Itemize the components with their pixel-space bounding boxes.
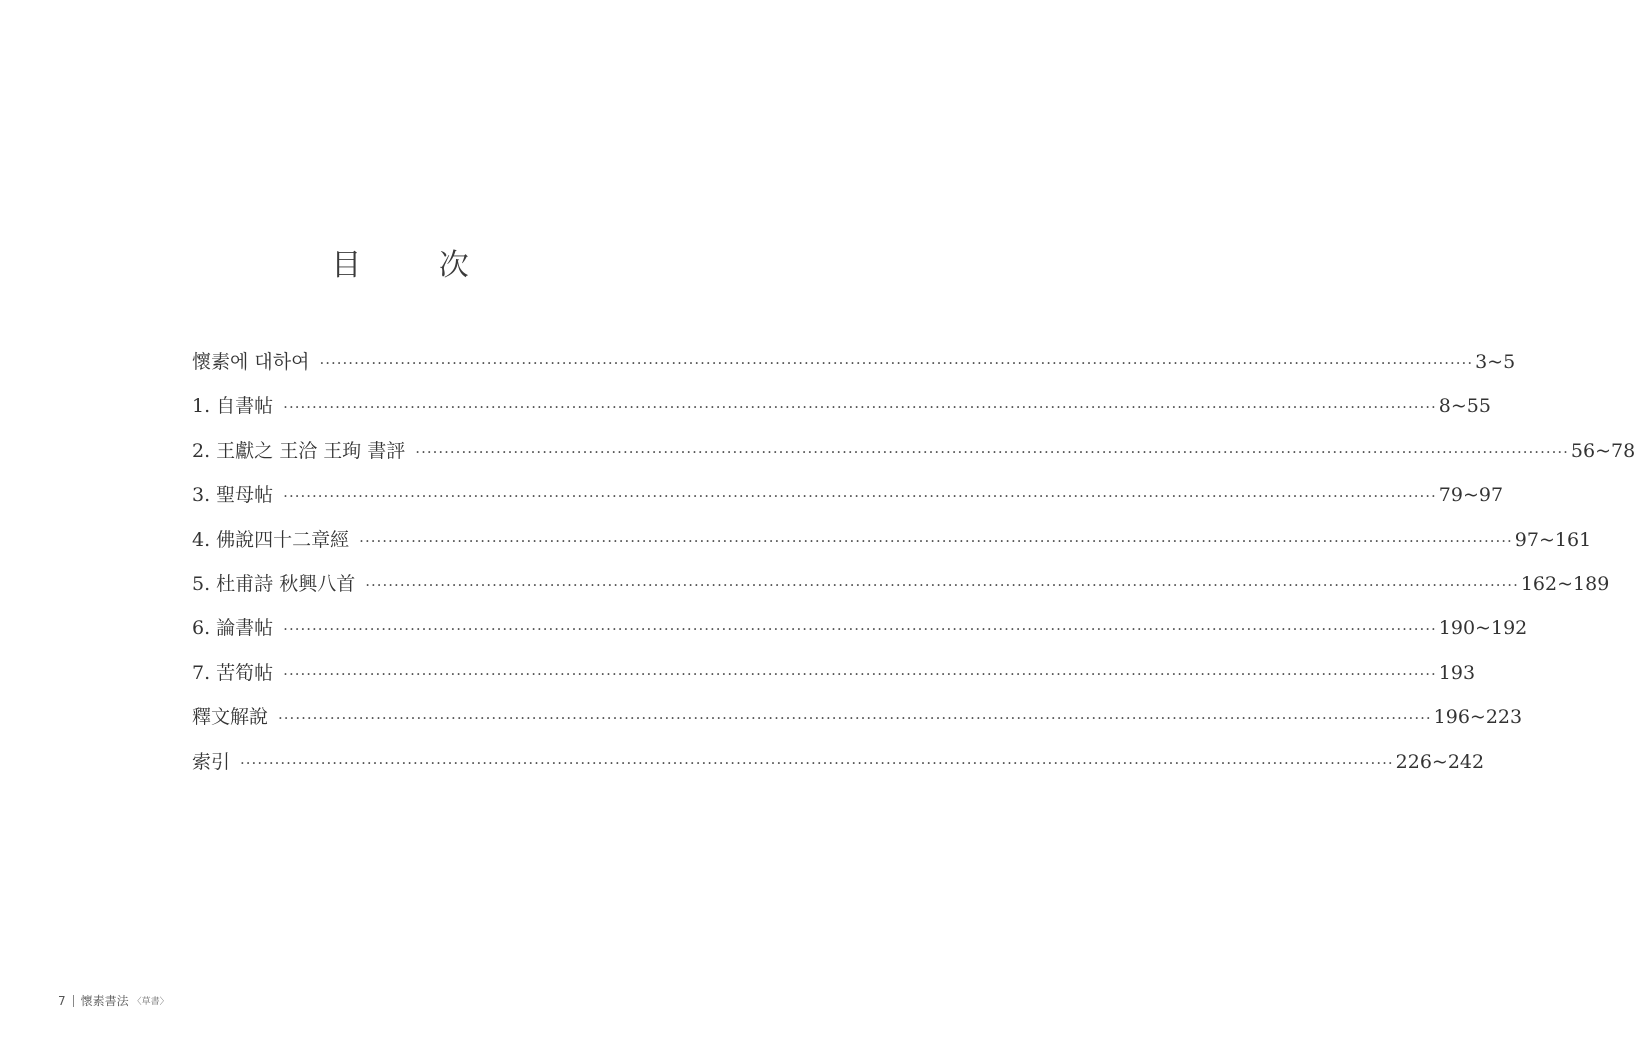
toc-entry-label: 7. 苦筍帖 — [192, 661, 274, 684]
toc-entry-label: 6. 論書帖 — [192, 617, 274, 640]
toc-entry — [192, 562, 1610, 606]
toc-dot-leader: ········································································································································································································ — [365, 575, 1519, 594]
toc-entry — [192, 473, 1504, 517]
toc-entry-pages: 162~189 — [1520, 572, 1610, 595]
toc-entry — [192, 695, 1523, 739]
toc-dot-leader: ········································································································································································································ — [283, 487, 1437, 506]
page-footer — [58, 992, 169, 1009]
toc-entry-label: 4. 佛說四十二章經 — [192, 528, 350, 551]
toc-dot-leader: ········································································································································································································ — [415, 442, 1569, 461]
toc-entry — [192, 518, 1592, 562]
toc-dot-leader: ········································································································································································································ — [240, 753, 1394, 772]
toc-entry-label: 5. 杜甫詩 秋興八首 — [192, 572, 356, 595]
toc-entry — [192, 429, 1635, 473]
book-title: 懷素書法 — [80, 994, 129, 1008]
toc-entry-pages: 56~78 — [1570, 439, 1635, 462]
toc-entry-label: 索引 — [192, 750, 231, 773]
toc-entry — [192, 384, 1491, 428]
toc-dot-leader: ········································································································································································································ — [278, 709, 1432, 728]
toc-dot-leader: ········································································································································································································ — [283, 664, 1437, 683]
toc-entry-label: 1. 自書帖 — [192, 395, 274, 418]
toc-entry-pages: 226~242 — [1395, 750, 1485, 773]
page-number: 7 — [58, 993, 66, 1008]
toc-dot-leader: ········································································································································································································ — [319, 354, 1474, 372]
toc-dot-leader: ········································································································································································································ — [283, 620, 1437, 639]
toc-entry — [192, 651, 1476, 695]
book-subtitle: 〈草書〉 — [132, 997, 169, 1007]
toc-entry-pages: 196~223 — [1433, 706, 1523, 729]
toc-entry-pages: 79~97 — [1438, 484, 1504, 507]
toc-dot-leader: ········································································································································································································ — [283, 398, 1437, 417]
toc-entry — [192, 340, 1516, 384]
toc-entry-pages: 3~5 — [1475, 351, 1516, 373]
table-of-contents — [192, 340, 1635, 784]
toc-entry-label: 2. 王獻之 王洽 王珣 書評 — [192, 439, 406, 462]
toc-entry-label: 3. 聖母帖 — [192, 484, 274, 507]
page-title: 目 次 — [331, 248, 503, 283]
toc-entry — [192, 740, 1485, 784]
footer-divider — [73, 995, 74, 1007]
toc-entry-pages: 190~192 — [1438, 617, 1528, 640]
toc-entry — [192, 606, 1528, 650]
toc-entry-label: 釋文解說 — [192, 706, 269, 729]
toc-entry-pages: 193 — [1438, 661, 1476, 684]
toc-entry-pages: 8~55 — [1438, 395, 1491, 418]
toc-entry-pages: 97~161 — [1514, 528, 1592, 551]
toc-dot-leader: ········································································································································································································ — [359, 531, 1513, 550]
toc-entry-label: 懷素에 대하여 — [192, 351, 310, 373]
